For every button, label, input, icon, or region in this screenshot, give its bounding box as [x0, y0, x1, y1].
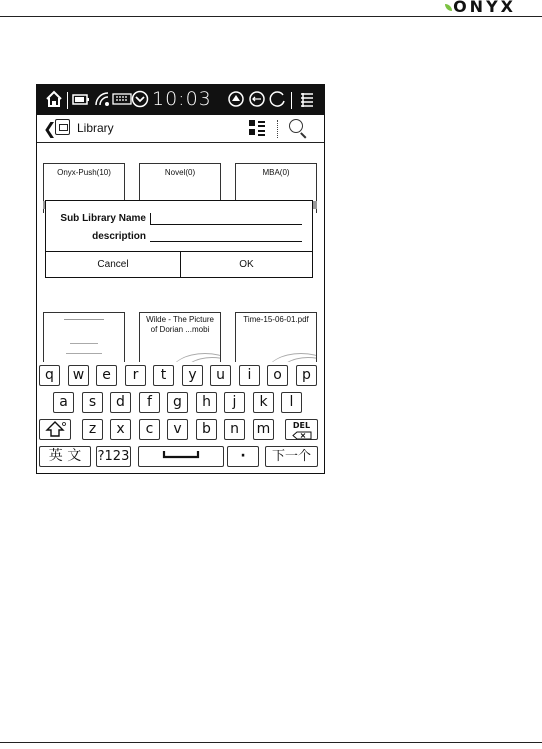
toolbar-divider [277, 120, 279, 138]
book-item[interactable] [139, 312, 221, 367]
key-v[interactable]: v [167, 419, 188, 440]
description-input[interactable] [150, 241, 302, 242]
next-key[interactable]: 下一个 [265, 446, 318, 467]
device-screen [36, 84, 325, 474]
key-k[interactable]: k [253, 392, 274, 413]
folder-label: Onyx-Push(10) [57, 168, 111, 177]
key-l[interactable]: l [281, 392, 302, 413]
text-cursor [150, 213, 151, 225]
clock: 10:03 [152, 88, 212, 110]
space-key[interactable] [138, 446, 224, 467]
book-item[interactable] [235, 312, 317, 367]
symbols-key[interactable]: ?123 [96, 446, 131, 467]
description-label: description [92, 231, 146, 242]
key-n[interactable]: n [224, 419, 245, 440]
key-q[interactable]: q [39, 365, 60, 386]
key-t[interactable]: t [153, 365, 174, 386]
book-title: Time-15-06-01.pdf [243, 315, 309, 324]
period-key[interactable]: · [227, 446, 259, 467]
key-j[interactable]: j [224, 392, 245, 413]
folder-label: Novel(0) [164, 168, 196, 177]
status-divider [67, 92, 68, 109]
key-d[interactable]: d [110, 392, 131, 413]
key-y[interactable]: y [182, 365, 203, 386]
keyboard-icon[interactable] [112, 90, 132, 110]
book-cover-line [64, 319, 104, 320]
key-i[interactable]: i [239, 365, 260, 386]
key-f[interactable]: f [139, 392, 160, 413]
onyx-logo: ONYX [445, 0, 516, 16]
home-icon[interactable] [45, 90, 63, 110]
delete-key[interactable] [285, 419, 318, 440]
page-title: Library [77, 121, 114, 135]
key-s[interactable]: s [82, 392, 103, 413]
library-icon [55, 119, 70, 135]
dropdown-icon[interactable] [131, 90, 149, 110]
cancel-button[interactable]: Cancel [97, 259, 129, 270]
shift-key[interactable] [39, 419, 71, 440]
key-u[interactable]: u [210, 365, 231, 386]
book-item[interactable] [43, 312, 125, 367]
key-h[interactable]: h [196, 392, 217, 413]
on-screen-keyboard [37, 362, 324, 473]
key-x[interactable]: x [110, 419, 131, 440]
header-rule [0, 16, 542, 17]
shift-icon [44, 420, 66, 438]
key-m[interactable]: m [253, 419, 274, 440]
key-g[interactable]: g [167, 392, 188, 413]
status-bar [37, 85, 324, 115]
backspace-icon [292, 431, 312, 440]
refresh-icon[interactable] [269, 90, 287, 110]
key-z[interactable]: z [82, 419, 103, 440]
book-cover-line [70, 343, 98, 344]
wifi-icon[interactable] [93, 90, 111, 110]
library-toolbar [37, 115, 324, 143]
back-chevron-icon[interactable]: ❮ [43, 119, 57, 138]
key-o[interactable]: o [267, 365, 288, 386]
sub-library-dialog [45, 200, 313, 278]
folder-label: MBA(0) [262, 168, 290, 177]
key-c[interactable]: c [139, 419, 160, 440]
list-view-icon[interactable] [249, 120, 265, 136]
book-title: Wilde - The Picture of Dorian ...mobi [146, 315, 214, 334]
ok-button[interactable]: OK [239, 259, 254, 270]
menu-icon[interactable] [299, 90, 315, 110]
language-key[interactable]: 英 文 [39, 446, 91, 467]
key-w[interactable]: w [68, 365, 89, 386]
back-circle-icon[interactable] [248, 90, 266, 110]
space-bar-icon [161, 447, 201, 461]
sub-library-name-label: Sub Library Name [60, 213, 146, 224]
status-divider [291, 92, 292, 109]
key-p[interactable]: p [296, 365, 317, 386]
delete-key-label: DEL [292, 421, 311, 430]
key-r[interactable]: r [125, 365, 146, 386]
book-cover-line [66, 353, 102, 354]
battery-icon [72, 90, 90, 110]
search-icon[interactable] [289, 119, 303, 133]
key-e[interactable]: e [96, 365, 117, 386]
sync-icon[interactable] [227, 90, 245, 110]
sub-library-name-input[interactable] [150, 224, 302, 225]
key-a[interactable]: a [53, 392, 74, 413]
footer-rule [0, 742, 542, 743]
key-b[interactable]: b [196, 419, 217, 440]
